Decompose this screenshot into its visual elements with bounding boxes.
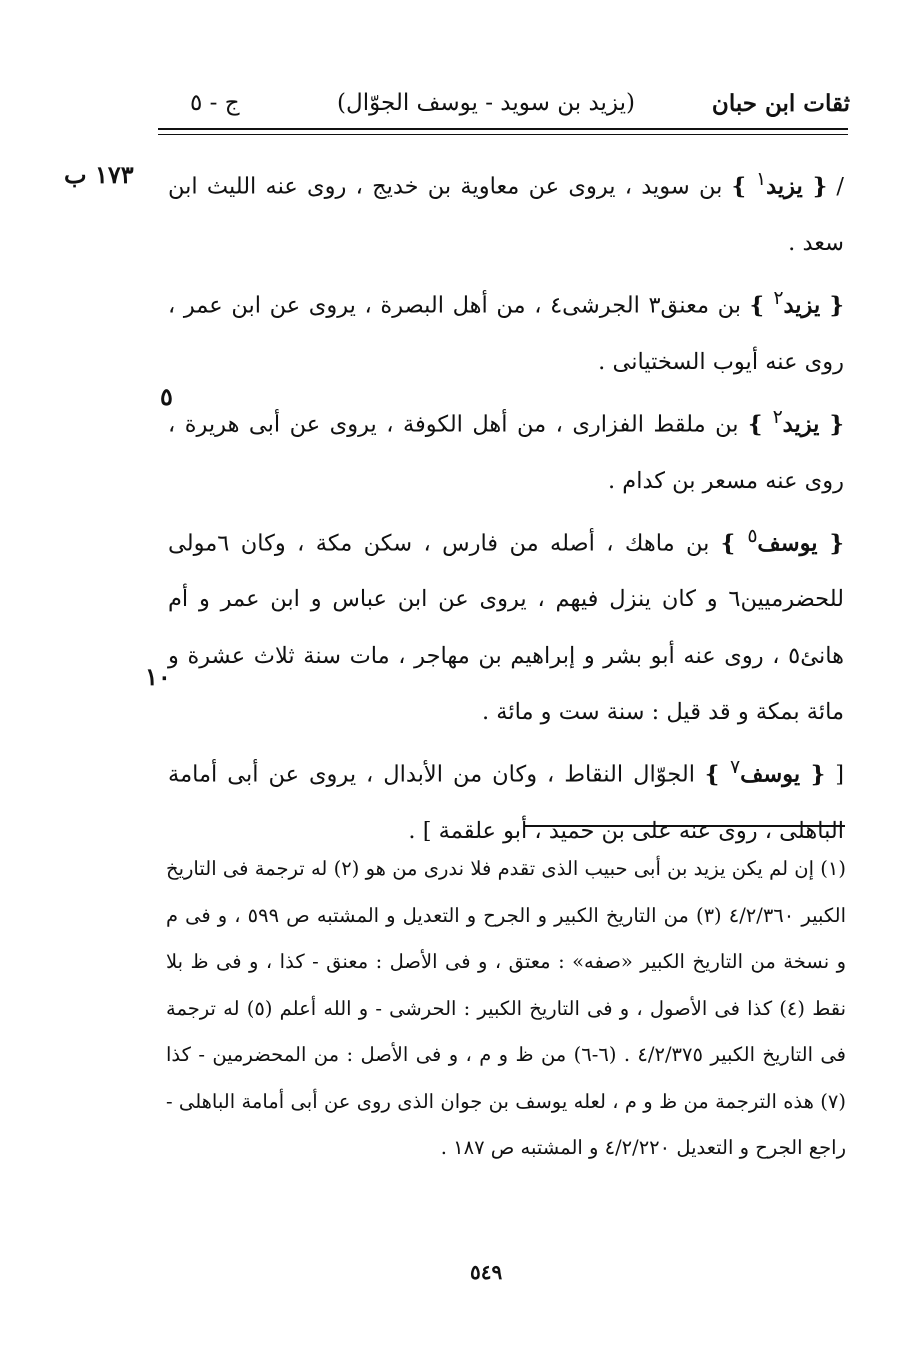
volume-label: ج - ٥ xyxy=(190,90,240,116)
footnote-ref: ٢ xyxy=(773,287,784,309)
line-number-5: ٥ xyxy=(160,382,173,411)
entry-text: بن ماهك ، أصله من فارس ، سكن مكة ، وكان ٦مولى للحضرميين٦ و كان ينزل فيهم ، يروى عن ابن عباس و ابن عمر و أم هانئ٥ ، روى عنه أبو بشر و إبراهيم بن مهاجر ، مات سنة ثلاث عشرة و مائة بمكة و قد قيل : سنة ست و مائة . xyxy=(168,530,844,725)
book-title: ثقات ابن حبان xyxy=(711,90,850,117)
page-number: ٥٤٩ xyxy=(470,1260,503,1284)
footnote-ref: ١ xyxy=(755,169,767,190)
entry-text: بن ملقط الفزارى ، من أهل الكوفة ، يروى عن أبى هريرة ، روى عنه مسعر بن كدام . xyxy=(168,411,844,494)
running-head xyxy=(160,82,850,130)
entry-prefix: / xyxy=(827,173,844,200)
entry-yusuf-ibn-mahak xyxy=(168,509,844,740)
entry-name: يوسف xyxy=(757,530,818,557)
footnote-ref: ٥ xyxy=(747,525,758,547)
footnote-separator xyxy=(525,825,845,827)
footnotes-text: (١) إن لم يكن يزيد بن أبى حبيب الذى تقدم فلا ندرى من هو (٢) له ترجمة فى التاريخ الكبير ٤/٢/٣٦٠ (٣) من التاريخ الكبير و الجرح و التعديل و المشتبه ص ٥٩٩ ، و فى م و نسخة من التاريخ الكبير «صفه» : معتق ، و فى الأصل : معنق - كذا ، و فى ظ بلا نقط (٤) كذا فى الأصول ، و فى التاريخ الكبير : الحرشى - و الله أعلم (٥) له ترجمة فى التاريخ الكبير ٤/٢/٣٧٥ . (٦-٦) من ظ و م ، و فى الأصل : من المحضرمين - كذا (٧) هذه الترجمة من ظ و م ، لعله يوسف بن جوان الذى روى عن أبى أمامة الباهلى - راجع الجرح و التعديل ٤/٢/٢٢٠ و المشتبه ص ١٨٧ . xyxy=(166,857,847,1159)
main-text xyxy=(168,152,844,859)
entry-text: بن سويد ، يروى عن معاوية بن خديج ، روى عنه الليث ابن سعد . xyxy=(168,173,844,256)
entry-name: يزيد xyxy=(766,173,803,200)
entry-yazid-ibn-suwayd xyxy=(168,152,844,271)
entry-open-brace: { xyxy=(820,292,844,319)
entry-close-brace: } xyxy=(749,292,774,319)
entry-name: يوسف xyxy=(740,761,801,788)
footnote-ref: ٧ xyxy=(730,757,741,779)
line-number-10: ١٠ xyxy=(145,662,171,691)
section-range: (يزيد بن سويد - يوسف الجوّال) xyxy=(337,90,635,116)
entry-open-brace: { xyxy=(817,530,844,557)
entry-name: يزيد xyxy=(782,411,820,438)
entry-prefix: [ xyxy=(825,761,844,788)
entry-open-brace: { xyxy=(800,761,826,788)
entry-close-brace: } xyxy=(731,173,756,200)
entry-open-brace: { xyxy=(819,411,844,438)
entry-text: الجوّال النقاط ، وكان من الأبدال ، يروى عن أبى أمامة الباهلى ، روى عنه على بن حميد ، أبو علقمة ] . xyxy=(168,761,844,844)
header-rule xyxy=(158,128,848,130)
entry-open-brace: { xyxy=(802,173,828,200)
entry-close-brace: } xyxy=(704,761,731,788)
entry-close-brace: } xyxy=(747,411,773,438)
footnote-ref: ٢ xyxy=(772,406,783,428)
entry-yusuf-al-jawwal xyxy=(168,740,844,859)
header-rule-thin xyxy=(158,134,848,135)
entry-yazid-ibn-muannaq xyxy=(168,271,844,390)
manuscript-folio-marker: ١٧٣ ب xyxy=(64,160,134,189)
entry-close-brace: } xyxy=(720,530,748,557)
entry-text: بن معنق٣ الجرشى٤ ، من أهل البصرة ، يروى عن ابن عمر ، روى عنه أيوب السختيانى . xyxy=(168,292,844,375)
footnotes xyxy=(166,846,846,1172)
entry-name: يزيد xyxy=(783,292,821,319)
entry-yazid-ibn-mulqat xyxy=(168,390,844,509)
